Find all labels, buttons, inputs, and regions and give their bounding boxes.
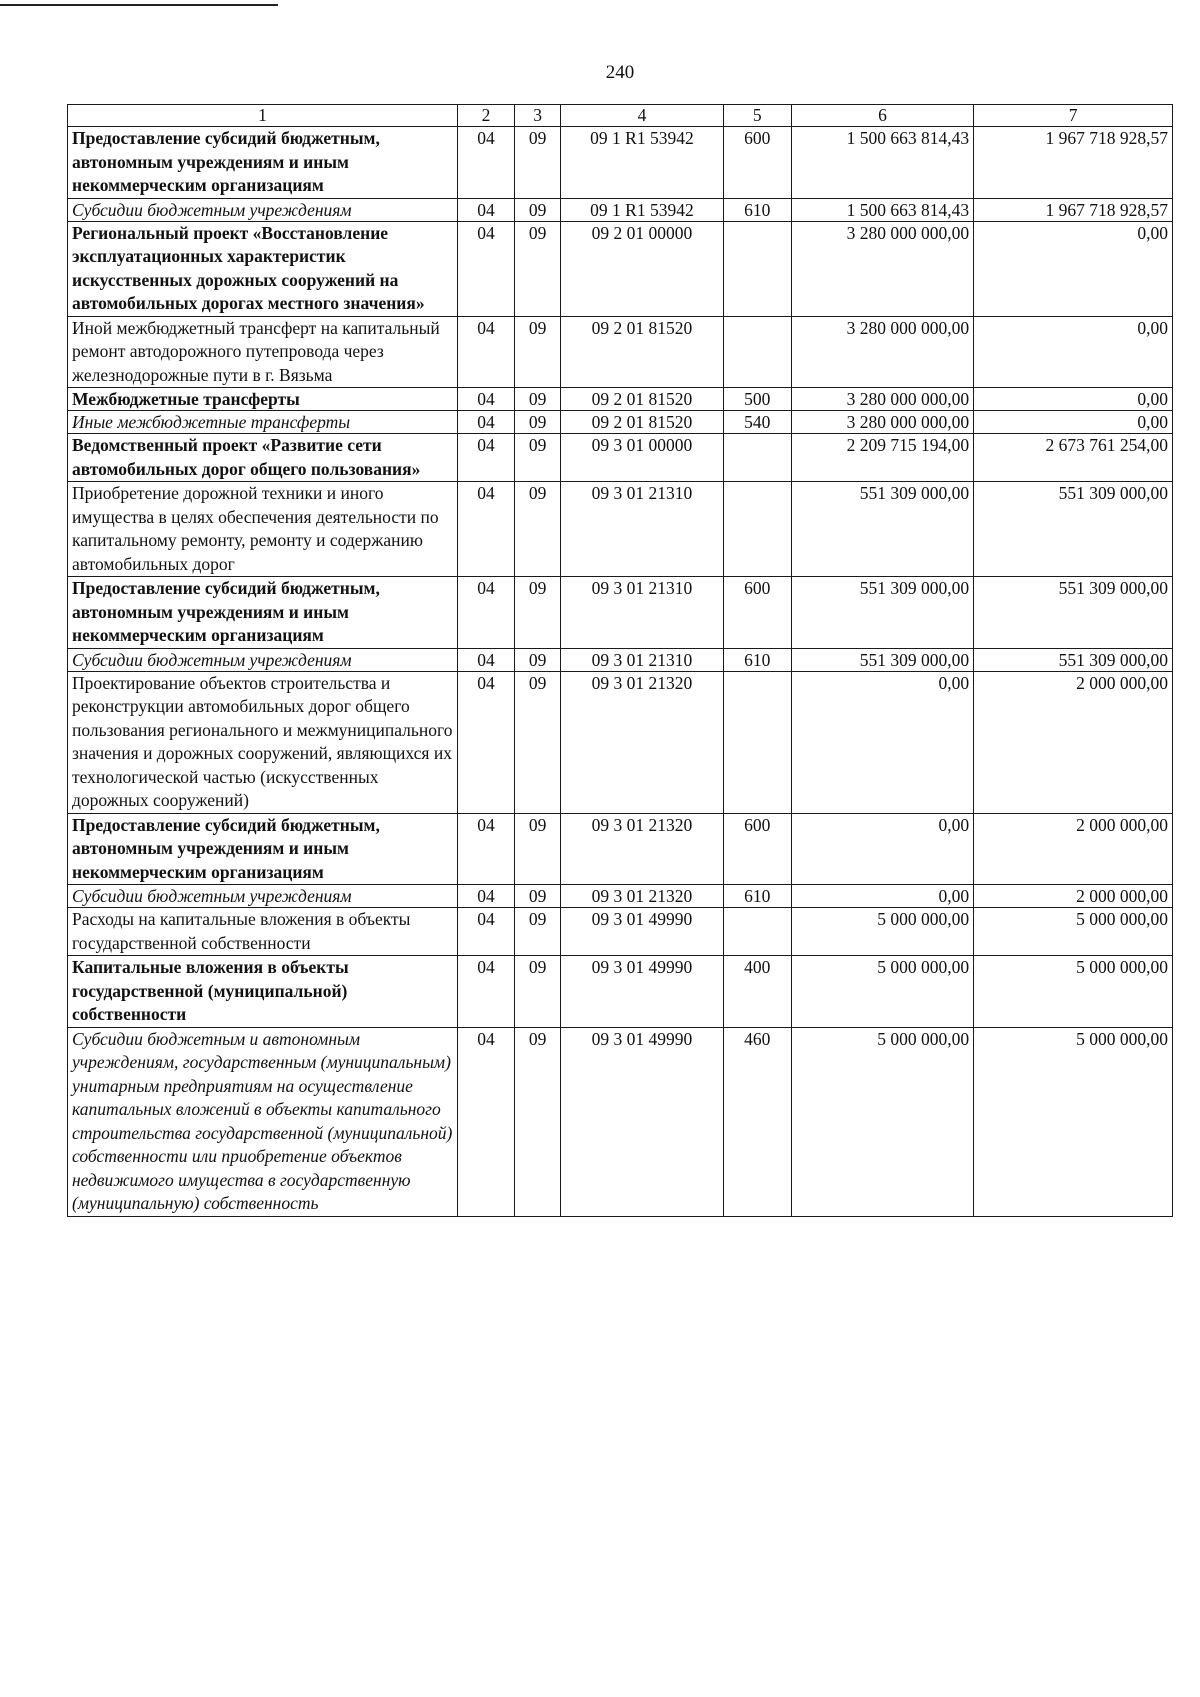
amount-col6: 3 280 000 000,00: [791, 388, 973, 411]
section-code: 04: [457, 908, 514, 956]
amount-col7: 5 000 000,00: [974, 908, 1173, 956]
amount-col7: 5 000 000,00: [974, 956, 1173, 1028]
row-name: Расходы на капитальные вложения в объекты государственной собственности: [68, 908, 458, 956]
section-code: 04: [457, 482, 514, 577]
amount-col6: 5 000 000,00: [791, 956, 973, 1028]
expense-type: [723, 434, 791, 482]
expense-type: 610: [723, 648, 791, 671]
budget-table: [67, 104, 1173, 1217]
expense-type: 600: [723, 813, 791, 885]
row-name: Капитальные вложения в объекты государственной (муниципальной) собственности: [68, 956, 458, 1028]
amount-col6: 551 309 000,00: [791, 482, 973, 577]
col-header: 7: [974, 105, 1173, 127]
subsection-code: 09: [515, 1027, 561, 1216]
amount-col7: 2 000 000,00: [974, 813, 1173, 885]
table-row: [68, 411, 1173, 434]
table-row: [68, 127, 1173, 199]
subsection-code: 09: [515, 956, 561, 1028]
row-name: Проектирование объектов строительства и реконструкции автомобильных дорог общего пользования регионального и межмуниципального значения и дорожных сооружений, являющихся их технологической частью (искусственных дорожных сооружений): [68, 671, 458, 813]
section-code: 04: [457, 127, 514, 199]
table-row: [68, 221, 1173, 316]
table-row: [68, 316, 1173, 388]
amount-col6: 3 280 000 000,00: [791, 316, 973, 388]
subsection-code: 09: [515, 221, 561, 316]
table-row: [68, 198, 1173, 221]
section-code: 04: [457, 671, 514, 813]
target-article: 09 2 01 81520: [561, 316, 724, 388]
amount-col7: 0,00: [974, 388, 1173, 411]
amount-col6: 0,00: [791, 671, 973, 813]
expense-type: 460: [723, 1027, 791, 1216]
expense-type: 540: [723, 411, 791, 434]
target-article: 09 3 01 49990: [561, 1027, 724, 1216]
expense-type: [723, 908, 791, 956]
amount-col7: 0,00: [974, 316, 1173, 388]
subsection-code: 09: [515, 388, 561, 411]
target-article: 09 2 01 81520: [561, 388, 724, 411]
section-code: 04: [457, 577, 514, 649]
section-code: 04: [457, 885, 514, 908]
table-row: [68, 671, 1173, 813]
row-name: Иные межбюджетные трансферты: [68, 411, 458, 434]
subsection-code: 09: [515, 885, 561, 908]
subsection-code: 09: [515, 316, 561, 388]
expense-type: 600: [723, 127, 791, 199]
amount-col6: 551 309 000,00: [791, 577, 973, 649]
row-name: Субсидии бюджетным и автономным учреждениям, государственным (муниципальным) унитарным предприятиям на осуществление капитальных вложений в объекты капитального строительства государственной (муниципальной) собственности или приобретение объектов недвижимого имущества в государственную (муниципальную) собственность: [68, 1027, 458, 1216]
section-code: 04: [457, 198, 514, 221]
target-article: 09 3 01 21310: [561, 482, 724, 577]
col-header: 4: [561, 105, 724, 127]
header-row: [68, 105, 1173, 127]
target-article: 09 3 01 49990: [561, 956, 724, 1028]
target-article: 09 3 01 21320: [561, 885, 724, 908]
amount-col7: 1 967 718 928,57: [974, 127, 1173, 199]
section-code: 04: [457, 956, 514, 1028]
section-code: 04: [457, 434, 514, 482]
section-code: 04: [457, 1027, 514, 1216]
table-row: [68, 885, 1173, 908]
col-header: 3: [515, 105, 561, 127]
expense-type: [723, 482, 791, 577]
table-row: [68, 908, 1173, 956]
amount-col7: 551 309 000,00: [974, 482, 1173, 577]
row-name: Субсидии бюджетным учреждениям: [68, 648, 458, 671]
subsection-code: 09: [515, 482, 561, 577]
page-number: 240: [605, 62, 635, 83]
row-name: Субсидии бюджетным учреждениям: [68, 198, 458, 221]
section-code: 04: [457, 388, 514, 411]
target-article: 09 3 01 21310: [561, 577, 724, 649]
amount-col7: 551 309 000,00: [974, 648, 1173, 671]
amount-col7: 0,00: [974, 411, 1173, 434]
col-header: 2: [457, 105, 514, 127]
amount-col6: 0,00: [791, 813, 973, 885]
amount-col6: 5 000 000,00: [791, 1027, 973, 1216]
table-row: [68, 956, 1173, 1028]
table-row: [68, 1027, 1173, 1216]
target-article: 09 2 01 00000: [561, 221, 724, 316]
amount-col7: 2 000 000,00: [974, 671, 1173, 813]
subsection-code: 09: [515, 908, 561, 956]
target-article: 09 3 01 21320: [561, 813, 724, 885]
expense-type: [723, 221, 791, 316]
table-row: [68, 434, 1173, 482]
amount-col6: 2 209 715 194,00: [791, 434, 973, 482]
amount-col7: 5 000 000,00: [974, 1027, 1173, 1216]
amount-col6: 1 500 663 814,43: [791, 127, 973, 199]
table-row: [68, 648, 1173, 671]
amount-col7: 2 000 000,00: [974, 885, 1173, 908]
subsection-code: 09: [515, 813, 561, 885]
target-article: 09 3 01 21310: [561, 648, 724, 671]
table-row: [68, 388, 1173, 411]
amount-col7: 2 673 761 254,00: [974, 434, 1173, 482]
row-name: Региональный проект «Восстановление эксплуатационных характеристик искусственных дорожных сооружений на автомобильных дорогах местного значения»: [68, 221, 458, 316]
amount-col6: 3 280 000 000,00: [791, 411, 973, 434]
row-name: Ведомственный проект «Развитие сети автомобильных дорог общего пользования»: [68, 434, 458, 482]
expense-type: 500: [723, 388, 791, 411]
col-header: 1: [68, 105, 458, 127]
section-code: 04: [457, 221, 514, 316]
col-header: 6: [791, 105, 973, 127]
expense-type: 610: [723, 885, 791, 908]
amount-col6: 0,00: [791, 885, 973, 908]
section-code: 04: [457, 316, 514, 388]
subsection-code: 09: [515, 648, 561, 671]
amount-col6: 5 000 000,00: [791, 908, 973, 956]
subsection-code: 09: [515, 198, 561, 221]
expense-type: 610: [723, 198, 791, 221]
row-name: Субсидии бюджетным учреждениям: [68, 885, 458, 908]
row-name: Предоставление субсидий бюджетным, автономным учреждениям и иным некоммерческим организациям: [68, 577, 458, 649]
top-rule: [0, 4, 278, 6]
amount-col6: 551 309 000,00: [791, 648, 973, 671]
table-row: [68, 577, 1173, 649]
amount-col6: 3 280 000 000,00: [791, 221, 973, 316]
row-name: Предоставление субсидий бюджетным, автономным учреждениям и иным некоммерческим организациям: [68, 127, 458, 199]
target-article: 09 1 R1 53942: [561, 127, 724, 199]
section-code: 04: [457, 648, 514, 671]
subsection-code: 09: [515, 577, 561, 649]
col-header: 5: [723, 105, 791, 127]
target-article: 09 3 01 49990: [561, 908, 724, 956]
target-article: 09 1 R1 53942: [561, 198, 724, 221]
expense-type: 600: [723, 577, 791, 649]
subsection-code: 09: [515, 127, 561, 199]
row-name: Иной межбюджетный трансферт на капитальный ремонт автодорожного путепровода через железнодорожные пути в г. Вязьма: [68, 316, 458, 388]
amount-col7: 1 967 718 928,57: [974, 198, 1173, 221]
subsection-code: 09: [515, 671, 561, 813]
expense-type: [723, 316, 791, 388]
target-article: 09 3 01 21320: [561, 671, 724, 813]
amount-col6: 1 500 663 814,43: [791, 198, 973, 221]
row-name: Межбюджетные трансферты: [68, 388, 458, 411]
table-row: [68, 813, 1173, 885]
section-code: 04: [457, 411, 514, 434]
table-row: [68, 482, 1173, 577]
row-name: Приобретение дорожной техники и иного имущества в целях обеспечения деятельности по капитальному ремонту, ремонту и содержанию автомобильных дорог: [68, 482, 458, 577]
section-code: 04: [457, 813, 514, 885]
amount-col7: 551 309 000,00: [974, 577, 1173, 649]
amount-col7: 0,00: [974, 221, 1173, 316]
expense-type: 400: [723, 956, 791, 1028]
row-name: Предоставление субсидий бюджетным, автономным учреждениям и иным некоммерческим организациям: [68, 813, 458, 885]
expense-type: [723, 671, 791, 813]
target-article: 09 2 01 81520: [561, 411, 724, 434]
subsection-code: 09: [515, 411, 561, 434]
target-article: 09 3 01 00000: [561, 434, 724, 482]
subsection-code: 09: [515, 434, 561, 482]
